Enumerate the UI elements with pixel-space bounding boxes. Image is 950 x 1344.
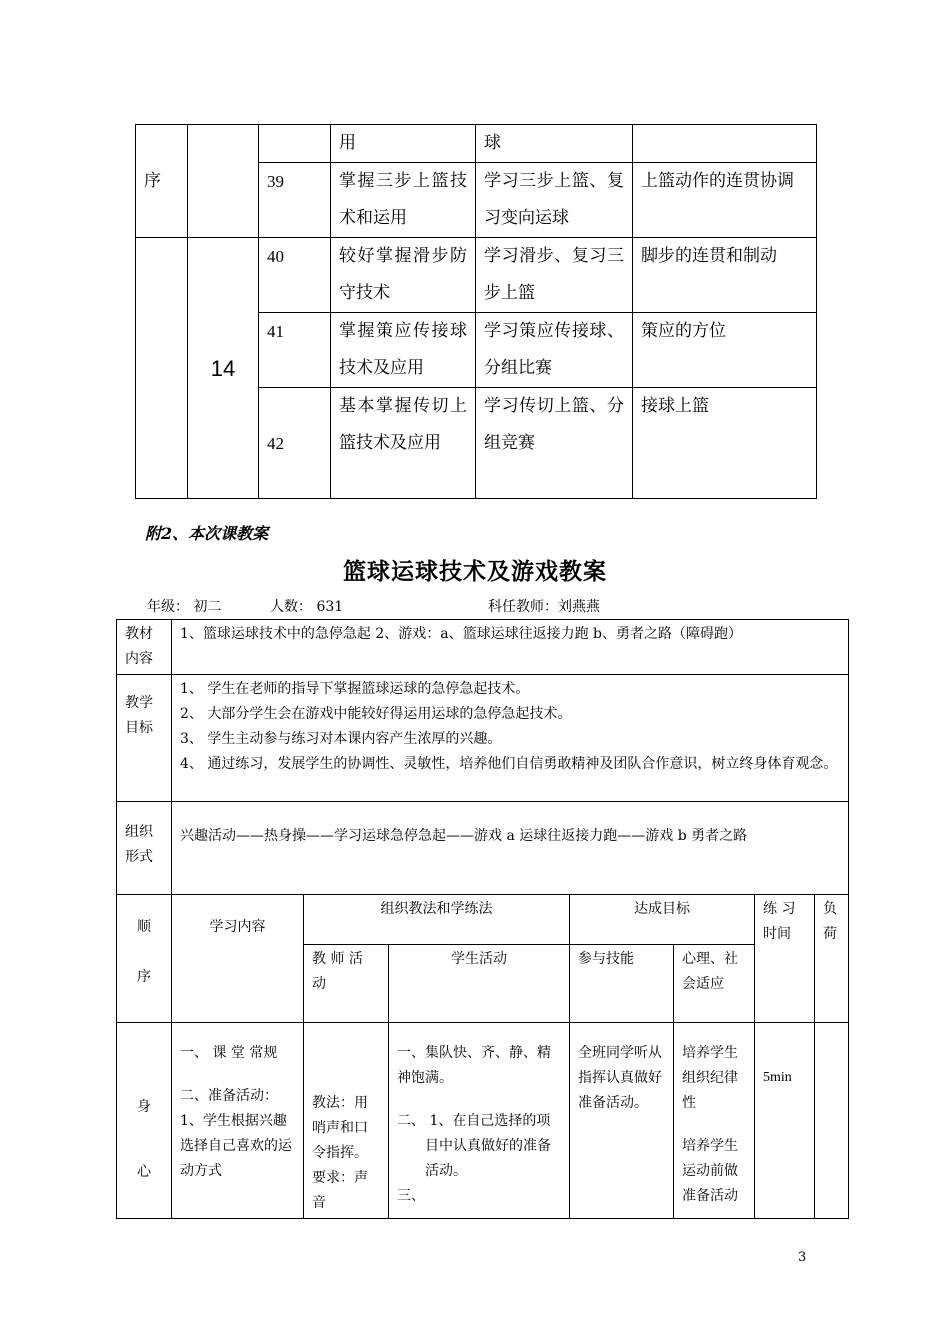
lesson-no: 42 <box>259 388 331 499</box>
lesson-no: 39 <box>259 163 331 238</box>
lesson-key: 脚步的连贯和制动 <box>633 238 817 313</box>
page-title: 篮球运球技术及游戏教案 <box>343 558 607 585</box>
lesson-goal: 基本掌握传切上篮技术及应用 <box>331 388 476 499</box>
goal-item: 4、 通过练习，发展学生的协调性、灵敏性，培养他们自信勇敢精神及团队合作意识，树立终身体育观念。 <box>180 756 838 772</box>
load-header: 负荷 <box>815 895 849 1023</box>
table-cell <box>259 125 331 163</box>
goals-label: 教学目标 <box>117 675 172 802</box>
student-activity-header: 学生活动 <box>389 945 570 1023</box>
material-content: 1、篮球运球技术中的急停急起 2、游戏：a、篮球运球往返接力跑 b、勇者之路（障碍跑） <box>172 620 849 675</box>
lesson-content: 学习三步上篮、复习变向运球 <box>476 163 633 238</box>
time-header: 练 习 时间 <box>755 895 815 1023</box>
seq-cell: 序 <box>136 125 188 238</box>
table-cell: 用 <box>331 125 476 163</box>
teacher-activity-header: 教 师 活 动 <box>304 945 389 1023</box>
count-info: 人数： 631 <box>270 599 344 615</box>
lesson-no: 40 <box>259 238 331 313</box>
lesson-content: 学习传切上篮、分组竞赛 <box>476 388 633 499</box>
appendix-label: 附2、本次课教案 <box>145 524 269 543</box>
goal-item: 2、 大部分学生会在游戏中能较好得运用运球的急停急起技术。 <box>180 706 572 722</box>
material-label: 教材内容 <box>117 620 172 675</box>
load-cell <box>815 1023 849 1219</box>
student-activity: 一、集队快、齐、静、精神饱满。 二、 1、在自己选择的项目中认真做好的准备活动。 三、 <box>389 1023 570 1219</box>
target-header: 达成目标 <box>570 895 755 945</box>
method-header: 组织教法和学练法 <box>304 895 570 945</box>
seq-header: 顺 序 <box>117 895 172 1023</box>
table-cell: 球 <box>476 125 633 163</box>
content-header: 学习内容 <box>172 895 304 1023</box>
week-number: 14 <box>188 238 259 499</box>
lesson-goal: 掌握三步上篮技术和运用 <box>331 163 476 238</box>
lesson-key: 上篮动作的连贯协调 <box>633 163 817 238</box>
lesson-no: 41 <box>259 313 331 388</box>
lesson-key: 策应的方位 <box>633 313 817 388</box>
skill-header: 参与技能 <box>570 945 674 1023</box>
teacher-activity: 教法：用哨声和口令指挥。要求：声音 <box>304 1023 389 1219</box>
table-cell <box>633 125 817 163</box>
goal-item: 3、 学生主动参与练习对本课内容产生浓厚的兴趣。 <box>180 731 502 747</box>
teacher-info: 科任教师：刘燕燕 <box>488 599 600 615</box>
grade-info: 年级： 初二 <box>147 599 222 615</box>
lesson-plan-table <box>116 619 849 1219</box>
week-cell-prev <box>188 125 259 238</box>
learning-content: 一、 课 堂 常规 二、准备活动： 1、学生根据兴趣选择自己喜欢的运动方式 <box>172 1023 304 1219</box>
lesson-key: 接球上篮 <box>633 388 817 499</box>
schedule-table <box>135 124 817 499</box>
skill-target: 全班同学听从指挥认真做好准备活动。 <box>570 1023 674 1219</box>
org-content: 兴趣活动——热身操——学习运球急停急起——游戏 a 运球往返接力跑——游戏 b 勇者之路 <box>172 802 849 895</box>
seq-cell: 身 心 <box>117 1023 172 1219</box>
lesson-goal: 掌握策应传接球技术及应用 <box>331 313 476 388</box>
page-number: 3 <box>798 1250 807 1265</box>
lesson-goal: 较好掌握滑步防守技术 <box>331 238 476 313</box>
practice-time: 5min <box>755 1023 815 1219</box>
psych-header: 心理、社会适应 <box>674 945 755 1023</box>
org-label: 组织形式 <box>117 802 172 895</box>
empty-cell <box>136 238 188 499</box>
lesson-content: 学习策应传接球、分组比赛 <box>476 313 633 388</box>
psych-target: 培养学生组织纪律性 培养学生运动前做准备活动 <box>674 1023 755 1219</box>
goals-list <box>172 675 849 802</box>
lesson-content: 学习滑步、复习三步上篮 <box>476 238 633 313</box>
goal-item: 1、 学生在老师的指导下掌握篮球运球的急停急起技术。 <box>180 681 530 697</box>
